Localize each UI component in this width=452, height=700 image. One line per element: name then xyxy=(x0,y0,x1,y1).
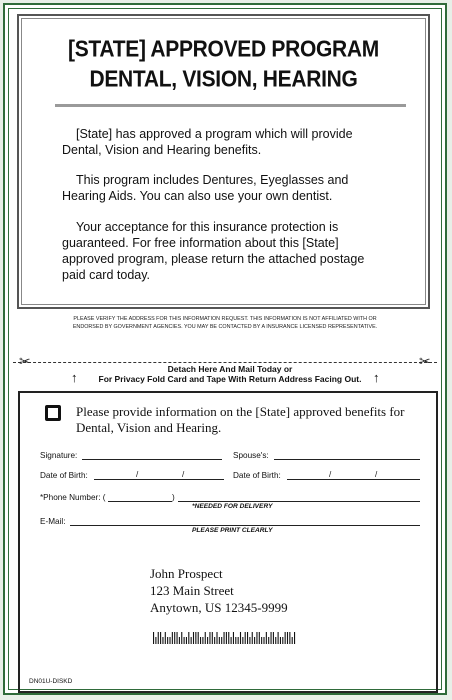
postal-barcode xyxy=(153,632,298,644)
body-paragraph-2: This program includes Dentures, Eyeglasses and Hearing Aids. You can also use your own dentist. xyxy=(62,173,349,203)
disclaimer-line-1: PLEASE VERIFY THE ADDRESS FOR THIS INFORMATION REQUEST. THIS INFORMATION IS NOT AFFILIATED WITH OR xyxy=(73,316,377,322)
body-paragraph-3: Your acceptance for this insurance protection is guaranteed. For free information about this [State] approved program, please return the attached postage paid card today. xyxy=(62,220,365,282)
spouse-dob-label: Date of Birth: xyxy=(233,471,281,480)
barcode-bar xyxy=(191,637,192,644)
barcode-bar xyxy=(242,637,243,644)
email-label: E-Mail: xyxy=(40,517,66,526)
title-divider xyxy=(55,104,406,107)
barcode-bar xyxy=(266,632,267,644)
detach-instruction-2: For Privacy Fold Card and Tape With Return Address Facing Out. xyxy=(98,374,362,384)
barcode-bar xyxy=(261,637,262,644)
barcode-bar xyxy=(273,632,274,644)
barcode-bar xyxy=(212,632,213,644)
barcode-bar xyxy=(231,637,232,644)
email-field[interactable] xyxy=(70,525,420,526)
barcode-bar xyxy=(240,632,241,644)
barcode-bar xyxy=(235,637,236,644)
barcode-bar xyxy=(177,632,178,644)
barcode-bar xyxy=(287,632,288,644)
barcode-bar xyxy=(202,637,203,644)
barcode-bar xyxy=(224,632,225,644)
barcode-bar xyxy=(198,632,199,644)
title-line-2: DENTAL, VISION, HEARING xyxy=(89,66,358,93)
barcode-bar xyxy=(186,637,187,644)
barcode-bar xyxy=(271,632,272,644)
signature-field[interactable] xyxy=(82,459,222,460)
barcode-bar xyxy=(238,637,239,644)
barcode-bar xyxy=(188,632,189,644)
barcode-bars xyxy=(153,632,295,644)
barcode-bar xyxy=(179,637,180,644)
barcode-bar xyxy=(294,632,295,644)
needed-for-delivery-note: *NEEDED FOR DELIVERY xyxy=(192,503,273,510)
address-name: John Prospect xyxy=(150,566,223,581)
detach-cut-line[interactable] xyxy=(13,362,437,363)
barcode-bar xyxy=(247,632,248,644)
signature-label: Signature: xyxy=(40,451,78,460)
disclaimer-line-2: ENDORSED BY GOVERNMENT AGENCIES. YOU MAY BE CONTACTED BY A INSURANCE LICENSED REPRESENTATIVE. xyxy=(72,323,378,330)
barcode-bar xyxy=(285,632,286,644)
disclaimer xyxy=(25,316,425,331)
barcode-bar xyxy=(228,632,229,644)
arrow-up-icon: ↑ xyxy=(71,370,78,385)
barcode-bar xyxy=(184,637,185,644)
barcode-bar xyxy=(219,637,220,644)
arrow-up-icon: ↑ xyxy=(373,370,380,385)
barcode-bar xyxy=(214,637,215,644)
dob-label: Date of Birth: xyxy=(40,471,88,480)
barcode-bar xyxy=(165,632,166,644)
body-paragraph-1: [State] has approved a program which will provide Dental, Vision and Hearing benefits. xyxy=(62,127,353,157)
barcode-bar xyxy=(209,632,210,644)
barcode-bar xyxy=(207,637,208,644)
barcode-bar xyxy=(193,632,194,644)
barcode-bar xyxy=(233,632,234,644)
scissors-icon: ✂ xyxy=(19,353,31,369)
barcode-bar xyxy=(160,632,161,644)
barcode-bar xyxy=(280,637,281,644)
address-street: 123 Main Street xyxy=(150,583,234,598)
mailing-address xyxy=(150,565,288,616)
barcode-bar xyxy=(153,632,154,644)
reply-card: Please provide information on the [State] approved benefits for Dental, Vision and Hearing. Signature: Spouse's: Date of Birth: / / Date of Birth: / / *Phone Number: ( ) *NEEDED FOR DELIVERY E-Mail: PLEASE PRINT CLEARLY John Prospect 123 Main Street Anytown, US 12345-9999 DN01U-DISKD xyxy=(18,391,438,693)
barcode-bar xyxy=(205,632,206,644)
barcode-bar xyxy=(252,632,253,644)
barcode-bar xyxy=(292,637,293,644)
address-city: Anytown, US 12345-9999 xyxy=(150,600,288,615)
barcode-bar xyxy=(263,637,264,644)
barcode-bar xyxy=(282,637,283,644)
phone-number-field[interactable] xyxy=(178,501,420,502)
barcode-bar xyxy=(275,637,276,644)
spouse-label: Spouse's: xyxy=(233,451,269,460)
barcode-bar xyxy=(221,637,222,644)
title-line-1: [STATE] APPROVED PROGRAM xyxy=(68,36,379,63)
barcode-bar xyxy=(167,637,168,644)
spouse-field[interactable] xyxy=(274,459,420,460)
page-frame xyxy=(3,3,447,695)
barcode-bar xyxy=(245,632,246,644)
scissors-icon: ✂ xyxy=(419,353,431,369)
dob-field[interactable] xyxy=(94,479,224,480)
print-clearly-note: PLEASE PRINT CLEARLY xyxy=(192,527,273,534)
phone-label: *Phone Number: ( xyxy=(40,493,106,502)
detach-instruction-1: Detach Here And Mail Today or xyxy=(167,364,293,374)
request-info-text: Please provide information on the [State] approved benefits for Dental, Vision and Hearing. xyxy=(76,404,405,435)
barcode-bar xyxy=(169,637,170,644)
info-box xyxy=(17,14,430,309)
barcode-bar xyxy=(172,632,173,644)
request-info-checkbox[interactable] xyxy=(45,405,61,421)
barcode-bar xyxy=(289,632,290,644)
barcode-bar xyxy=(216,632,217,644)
barcode-bar xyxy=(226,632,227,644)
form-code: DN01U-DISKD xyxy=(29,678,73,685)
barcode-bar xyxy=(162,637,163,644)
barcode-bar xyxy=(195,632,196,644)
barcode-bar xyxy=(200,637,201,644)
barcode-bar xyxy=(268,637,269,644)
barcode-bar xyxy=(249,637,250,644)
barcode-bar xyxy=(155,637,156,644)
barcode-bar xyxy=(158,632,159,644)
spouse-dob-field[interactable] xyxy=(287,479,420,480)
barcode-bar xyxy=(256,632,257,644)
barcode-bar xyxy=(254,637,255,644)
barcode-bar xyxy=(181,632,182,644)
barcode-bar xyxy=(278,632,279,644)
barcode-bar xyxy=(174,632,175,644)
barcode-bar xyxy=(259,632,260,644)
phone-area-code-field[interactable] xyxy=(108,501,172,502)
